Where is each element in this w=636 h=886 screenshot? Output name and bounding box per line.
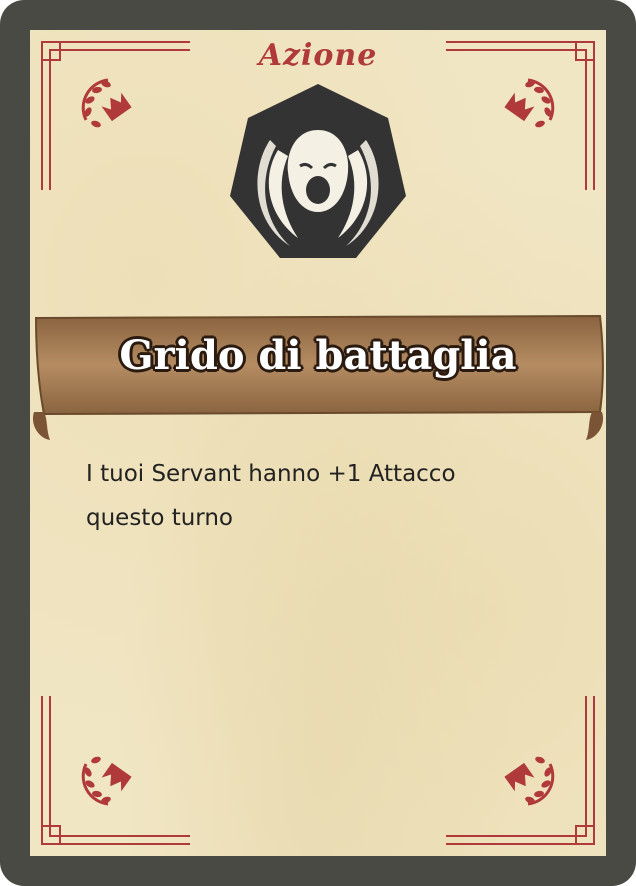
card-name: Grido di battaglia — [119, 332, 517, 379]
card-type-label: Azione — [258, 38, 378, 73]
description-line: questo turno — [86, 505, 234, 531]
card-description — [86, 452, 546, 540]
description-line: I tuoi Servant hanno +1 Attacco — [86, 461, 456, 487]
